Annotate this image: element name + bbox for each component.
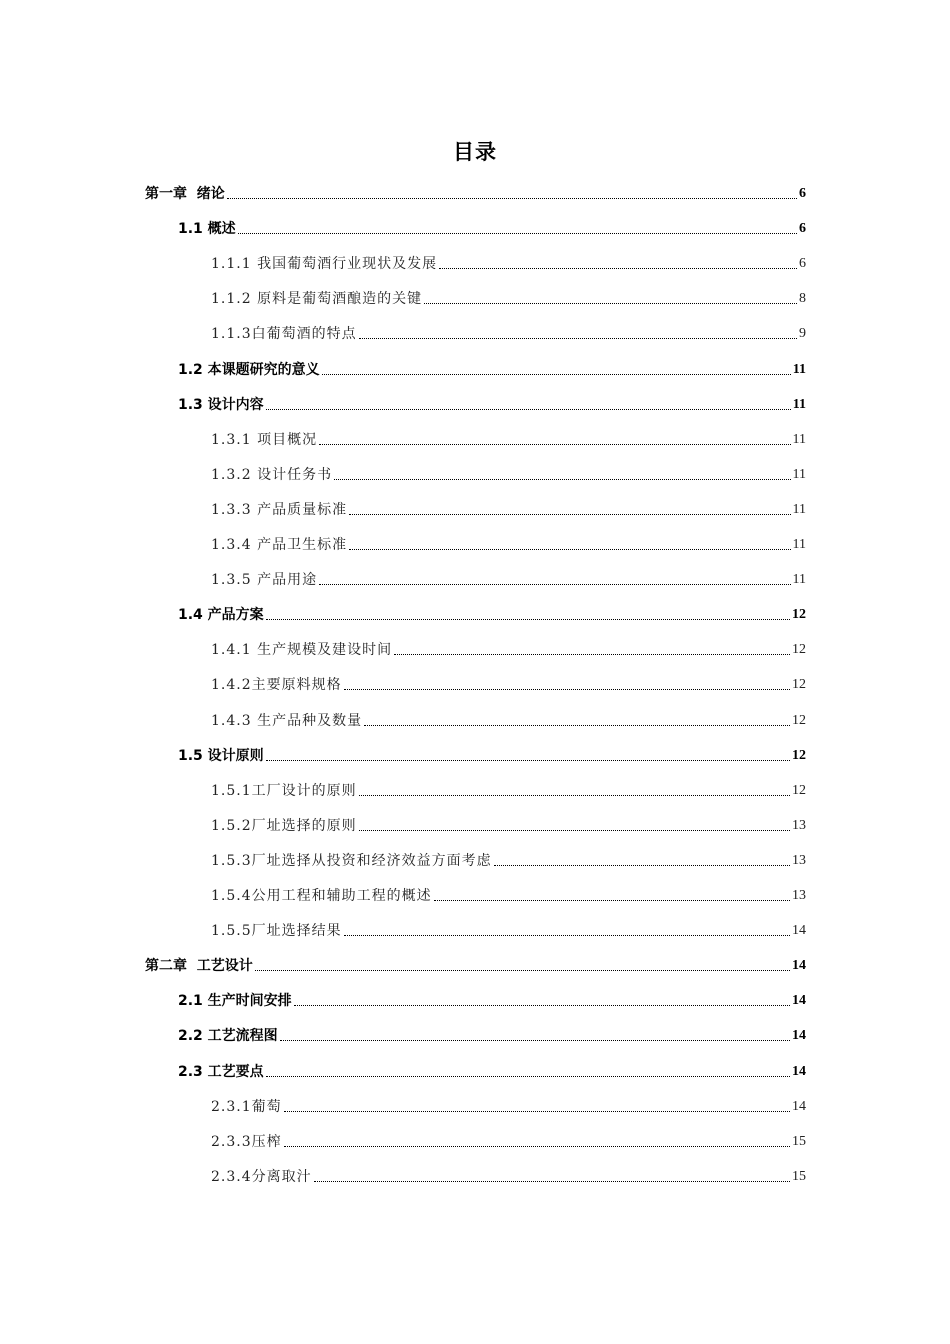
toc-entry-label: 1.1.1 我国葡萄酒行业现状及发展 <box>211 256 438 273</box>
toc-entry-page-number: 11 <box>792 431 806 447</box>
toc-entry-label: 2.2 工艺流程图 <box>178 1028 278 1045</box>
toc-entry-label: 1.4.1 生产规模及建设时间 <box>211 642 393 659</box>
dot-leader <box>334 479 790 480</box>
dot-leader <box>359 830 790 831</box>
toc-entry-label: 1.1.2 原料是葡萄酒酿造的关键 <box>211 291 423 308</box>
toc-entry-label: 1.5 设计原则 <box>178 747 264 764</box>
dot-leader <box>349 514 790 515</box>
toc-entry-page-number: 13 <box>792 888 806 903</box>
toc-entry[interactable] <box>178 745 806 767</box>
toc-entry[interactable] <box>145 955 806 977</box>
toc-entry-label: 1.5.3厂址选择从投资和经济效益方面考虑 <box>211 852 492 869</box>
toc-entry-page-number: 13 <box>792 817 806 833</box>
toc-entry-label: 2.3.1葡萄 <box>211 1098 282 1115</box>
dot-leader <box>344 935 790 936</box>
toc-entry-label: 1.5.4公用工程和辅助工程的概述 <box>211 888 432 904</box>
toc-entry-label: 1.5.5厂址选择结果 <box>211 923 342 940</box>
toc-entry-page-number: 15 <box>792 1168 806 1184</box>
toc-entry[interactable] <box>178 604 806 626</box>
toc-entry-label: 1.4.2主要原料规格 <box>211 677 342 694</box>
dot-leader <box>359 795 790 796</box>
toc-entry[interactable] <box>211 288 806 310</box>
toc-entry-page-number: 6 <box>799 256 806 272</box>
dot-leader <box>255 970 790 971</box>
toc-entry-label: 1.3.2 设计任务书 <box>211 466 333 483</box>
toc-entry[interactable] <box>211 569 806 591</box>
toc-entry-label: 2.1 生产时间安排 <box>178 993 292 1010</box>
toc-entry-label: 1.1 概述 <box>178 221 236 238</box>
toc-entry-page-number: 8 <box>799 291 806 307</box>
toc-entry-page-number: 12 <box>792 712 806 728</box>
toc-entry-label: 1.4 产品方案 <box>178 607 264 624</box>
dot-leader <box>284 1111 790 1112</box>
toc-entry[interactable] <box>178 218 806 240</box>
dot-leader <box>439 268 797 269</box>
toc-entry-page-number: 11 <box>792 537 806 552</box>
toc-entry[interactable] <box>211 710 806 732</box>
dot-leader <box>319 444 790 445</box>
toc-entry[interactable] <box>211 1096 806 1118</box>
toc-entry-label: 1.3.1 项目概况 <box>211 431 318 448</box>
toc-entry[interactable] <box>211 1166 806 1188</box>
toc-entry-page-number: 11 <box>792 361 806 377</box>
toc-entry-page-number: 14 <box>792 1028 806 1044</box>
dot-leader <box>238 233 797 234</box>
toc-entry-page-number: 11 <box>792 501 806 517</box>
toc-entry-page-number: 11 <box>792 572 806 588</box>
toc-entry[interactable] <box>178 359 806 381</box>
toc-entry-label: 1.4.3 生产品种及数量 <box>211 712 363 729</box>
toc-entry-label: 第二章 工艺设计 <box>145 958 253 975</box>
toc-entry[interactable] <box>211 429 806 451</box>
toc-entry[interactable] <box>211 674 806 696</box>
toc-entry-page-number: 15 <box>792 1133 806 1149</box>
toc-entry[interactable] <box>211 920 806 942</box>
dot-leader <box>349 549 790 550</box>
toc-entry-page-number: 9 <box>799 326 806 342</box>
toc-entry-page-number: 6 <box>799 186 806 201</box>
dot-leader <box>344 689 790 690</box>
dot-leader <box>266 760 790 761</box>
dot-leader <box>322 374 791 375</box>
toc-entry-label: 1.3 设计内容 <box>178 396 264 413</box>
toc-entry[interactable] <box>211 253 806 275</box>
toc-entry-page-number: 11 <box>792 396 806 412</box>
toc-entry-label: 1.5.1工厂设计的原则 <box>211 782 357 799</box>
toc-entry[interactable] <box>211 464 806 486</box>
toc-entry[interactable] <box>211 639 806 661</box>
toc-entry-label: 2.3.3压榨 <box>211 1133 282 1150</box>
toc-entry-label: 第一章 绪论 <box>145 186 225 202</box>
dot-leader <box>280 1040 790 1041</box>
toc-entry-page-number: 13 <box>792 852 806 868</box>
dot-leader <box>266 409 791 410</box>
toc-entry-label: 1.3.4 产品卫生标准 <box>211 537 348 553</box>
dot-leader <box>294 1005 790 1006</box>
toc-entry-page-number: 12 <box>792 677 806 693</box>
dot-leader <box>266 1076 790 1077</box>
toc-entry-page-number: 6 <box>799 221 806 237</box>
toc-entry-page-number: 12 <box>792 607 806 623</box>
toc-entry-page-number: 14 <box>792 958 806 974</box>
toc-entry-label: 1.1.3白葡萄酒的特点 <box>211 326 357 343</box>
dot-leader <box>266 619 790 620</box>
dot-leader <box>394 654 790 655</box>
toc-entry-label: 1.3.3 产品质量标准 <box>211 501 348 518</box>
toc-entry[interactable] <box>211 780 806 802</box>
toc-entry[interactable] <box>211 499 806 521</box>
toc-entry[interactable] <box>145 183 806 205</box>
toc-entry-label: 1.3.5 产品用途 <box>211 572 318 589</box>
dot-leader <box>314 1181 790 1182</box>
toc-entry-label: 1.2 本课题研究的意义 <box>178 361 320 378</box>
toc-entry-label: 2.3 工艺要点 <box>178 1063 264 1080</box>
toc-entry-page-number: 14 <box>792 923 806 939</box>
dot-leader <box>359 338 797 339</box>
dot-leader <box>424 303 797 304</box>
dot-leader <box>319 584 790 585</box>
toc-entry-page-number: 14 <box>792 1063 806 1079</box>
toc-entry-page-number: 14 <box>792 1098 806 1114</box>
toc-entry[interactable] <box>178 394 806 416</box>
toc-entry[interactable] <box>178 1025 806 1047</box>
dot-leader <box>434 900 790 901</box>
dot-leader <box>227 198 797 199</box>
dot-leader <box>364 725 790 726</box>
toc-entry-page-number: 12 <box>792 747 806 763</box>
toc-entry[interactable] <box>211 534 806 556</box>
toc-entry[interactable] <box>178 990 806 1012</box>
toc-entry[interactable] <box>178 1061 806 1083</box>
toc-entry-page-number: 12 <box>792 642 806 658</box>
toc-entry[interactable] <box>211 323 806 345</box>
page-title: 目录 <box>453 140 497 164</box>
toc-entry-label: 1.5.2厂址选择的原则 <box>211 817 357 834</box>
toc-entry-page-number: 11 <box>792 466 806 482</box>
toc-entry-page-number: 12 <box>792 782 806 798</box>
toc-entry-label: 2.3.4分离取汁 <box>211 1168 312 1185</box>
dot-leader <box>284 1146 790 1147</box>
toc-entry[interactable] <box>211 815 806 837</box>
toc-entry[interactable] <box>211 885 806 907</box>
toc-entry[interactable] <box>211 850 806 872</box>
toc-entry[interactable] <box>211 1131 806 1153</box>
toc-entry-page-number: 14 <box>792 993 806 1009</box>
dot-leader <box>494 865 790 866</box>
